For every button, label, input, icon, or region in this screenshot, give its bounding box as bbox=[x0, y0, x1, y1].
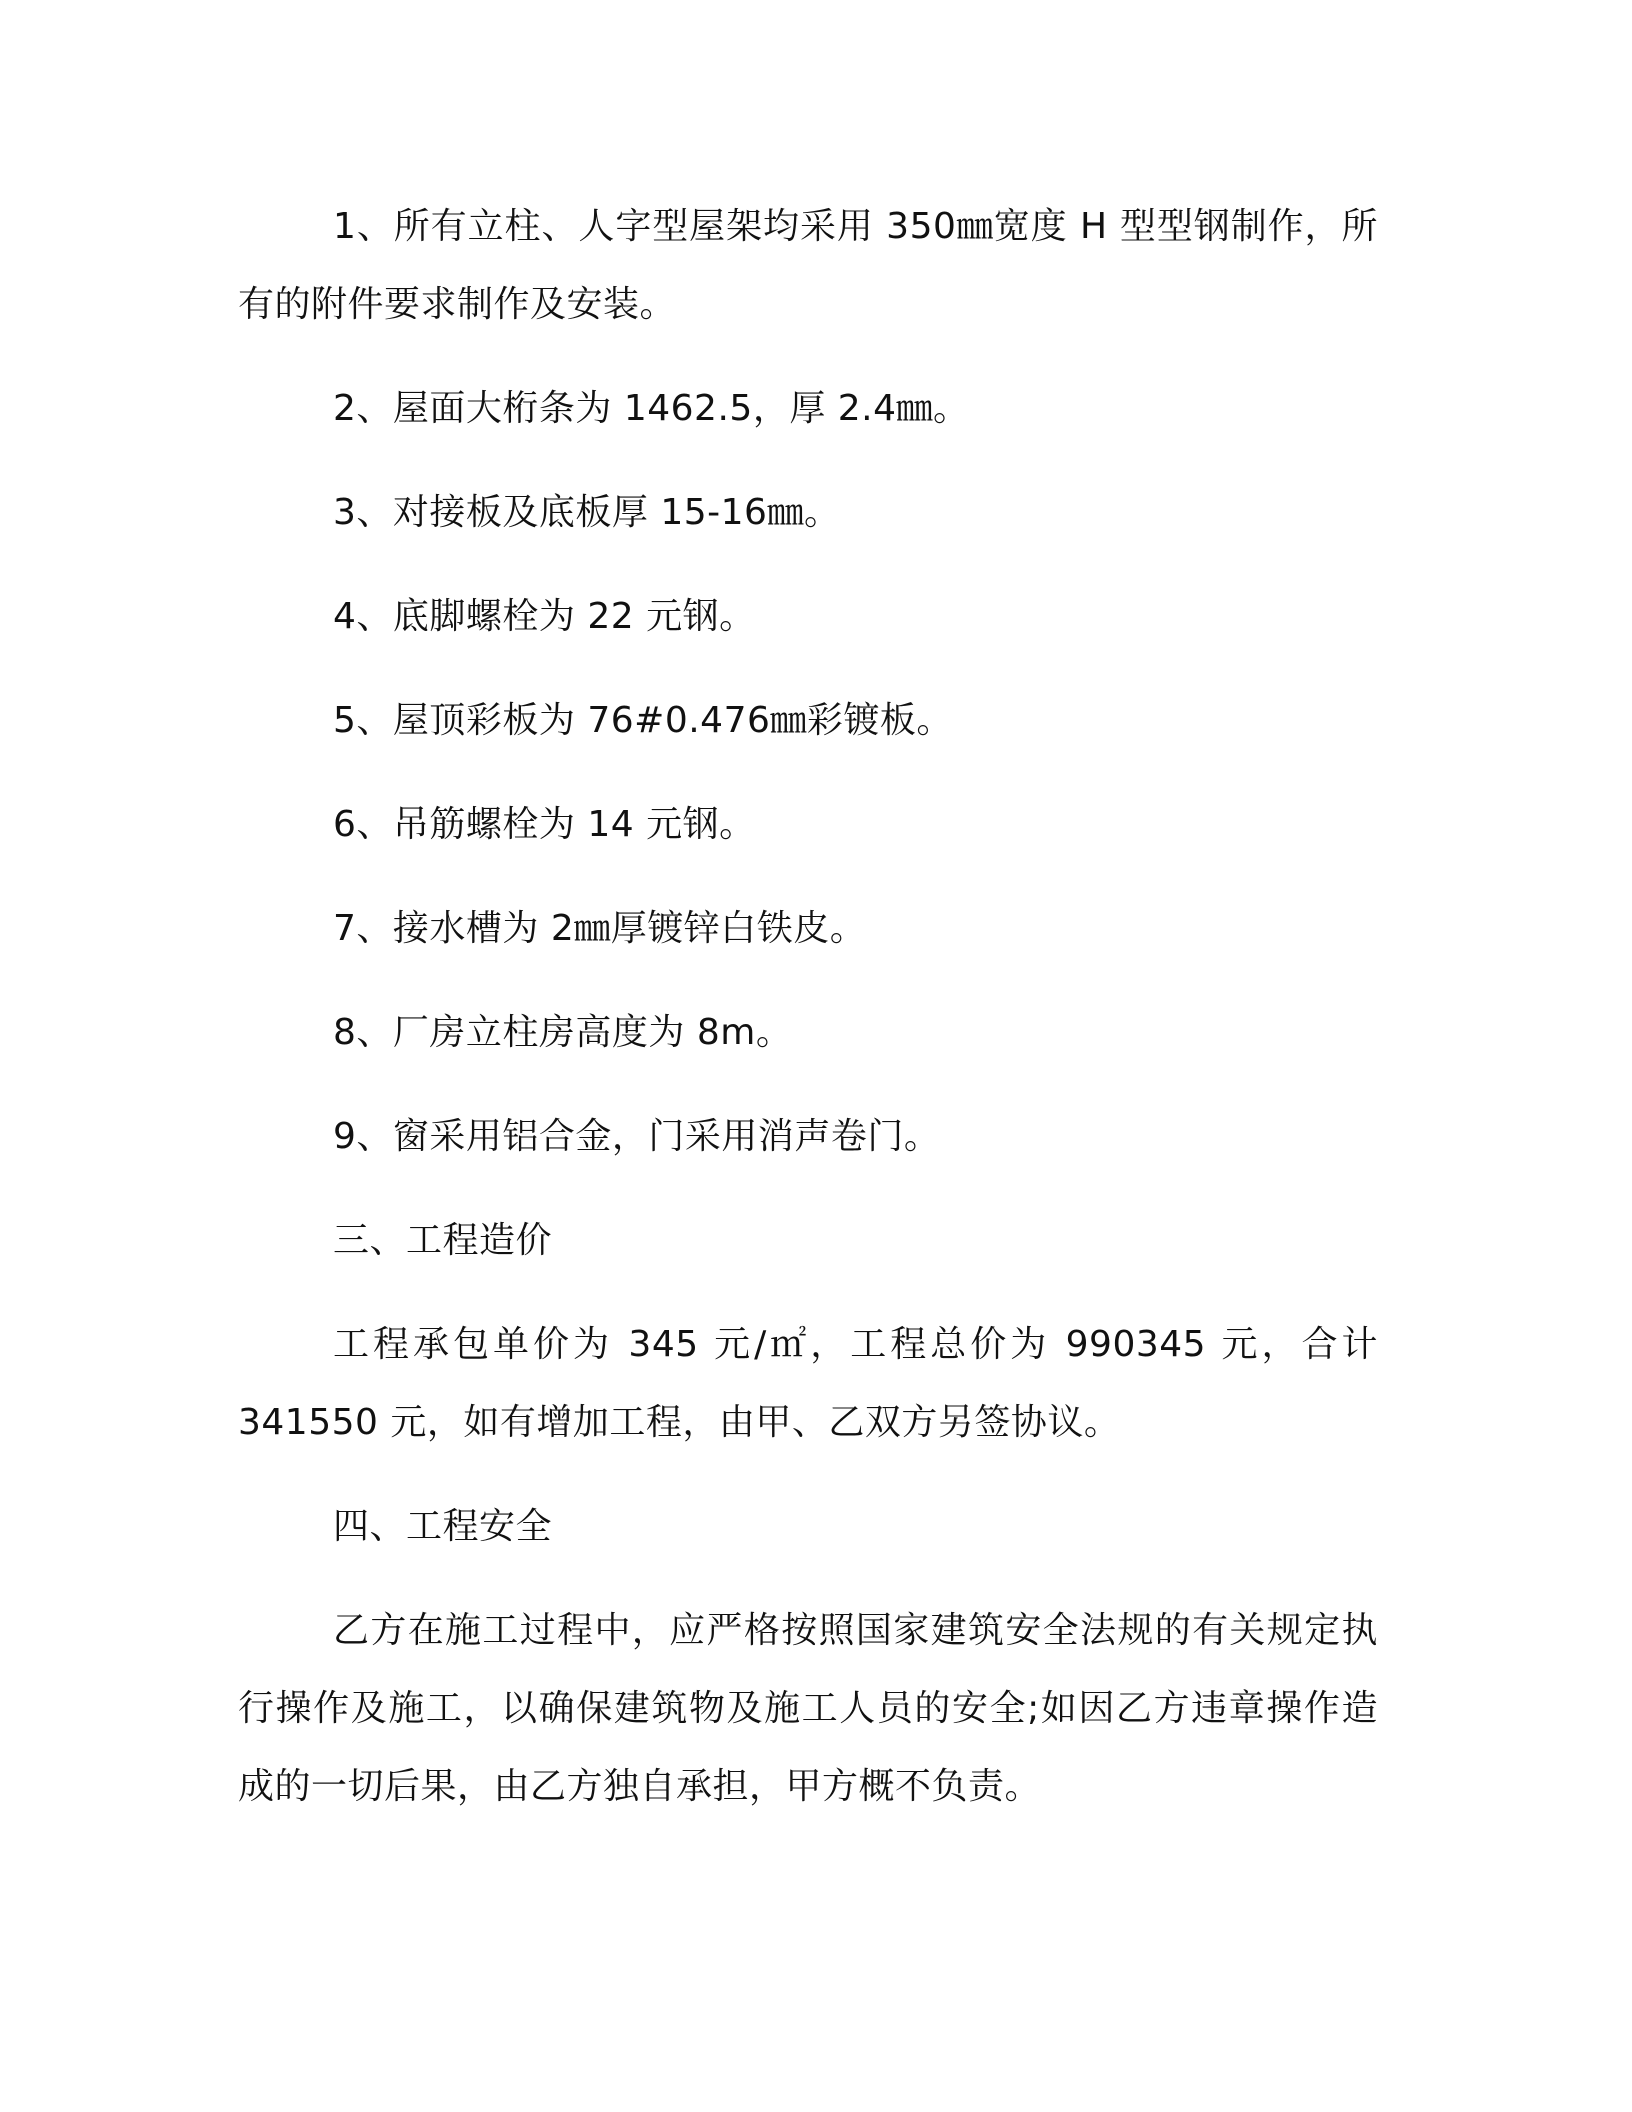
spec-item-7: 7、接水槽为 2㎜厚镀锌白铁皮。 bbox=[333, 908, 867, 949]
spec-item-3: 3、对接板及底板厚 15-16㎜。 bbox=[333, 492, 841, 533]
spec-item-1: 1、所有立柱、人字型屋架均采用 350㎜宽度 H 型型钢制作，所有的附件要求制作及安装。 bbox=[238, 206, 1378, 325]
spec-item-9: 9、窗采用铝合金，门采用消声卷门。 bbox=[333, 1116, 941, 1157]
document-body bbox=[238, 188, 1378, 1852]
safety-paragraph: 乙方在施工过程中，应严格按照国家建筑安全法规的有关规定执行操作及施工，以确保建筑物及施工人员的安全;如因乙方违章操作造成的一切后果，由乙方独自承担，甲方概不负责。 bbox=[238, 1610, 1378, 1807]
spec-item-5: 5、屋顶彩板为 76#0.476㎜彩镀板。 bbox=[333, 700, 953, 741]
spec-item-6: 6、吊筋螺栓为 14 元钢。 bbox=[333, 804, 756, 845]
cost-paragraph: 工程承包单价为 345 元/㎡，工程总价为 990345 元，合计 341550 元，如有增加工程，由甲、乙双方另签协议。 bbox=[238, 1324, 1378, 1443]
section-heading-safety: 四、工程安全 bbox=[333, 1506, 553, 1547]
spec-item-8: 8、厂房立柱房高度为 8m。 bbox=[333, 1012, 793, 1053]
section-heading-cost: 三、工程造价 bbox=[333, 1220, 553, 1261]
spec-item-4: 4、底脚螺栓为 22 元钢。 bbox=[333, 596, 756, 637]
spec-item-2: 2、屋面大桁条为 1462.5，厚 2.4㎜。 bbox=[333, 388, 970, 429]
